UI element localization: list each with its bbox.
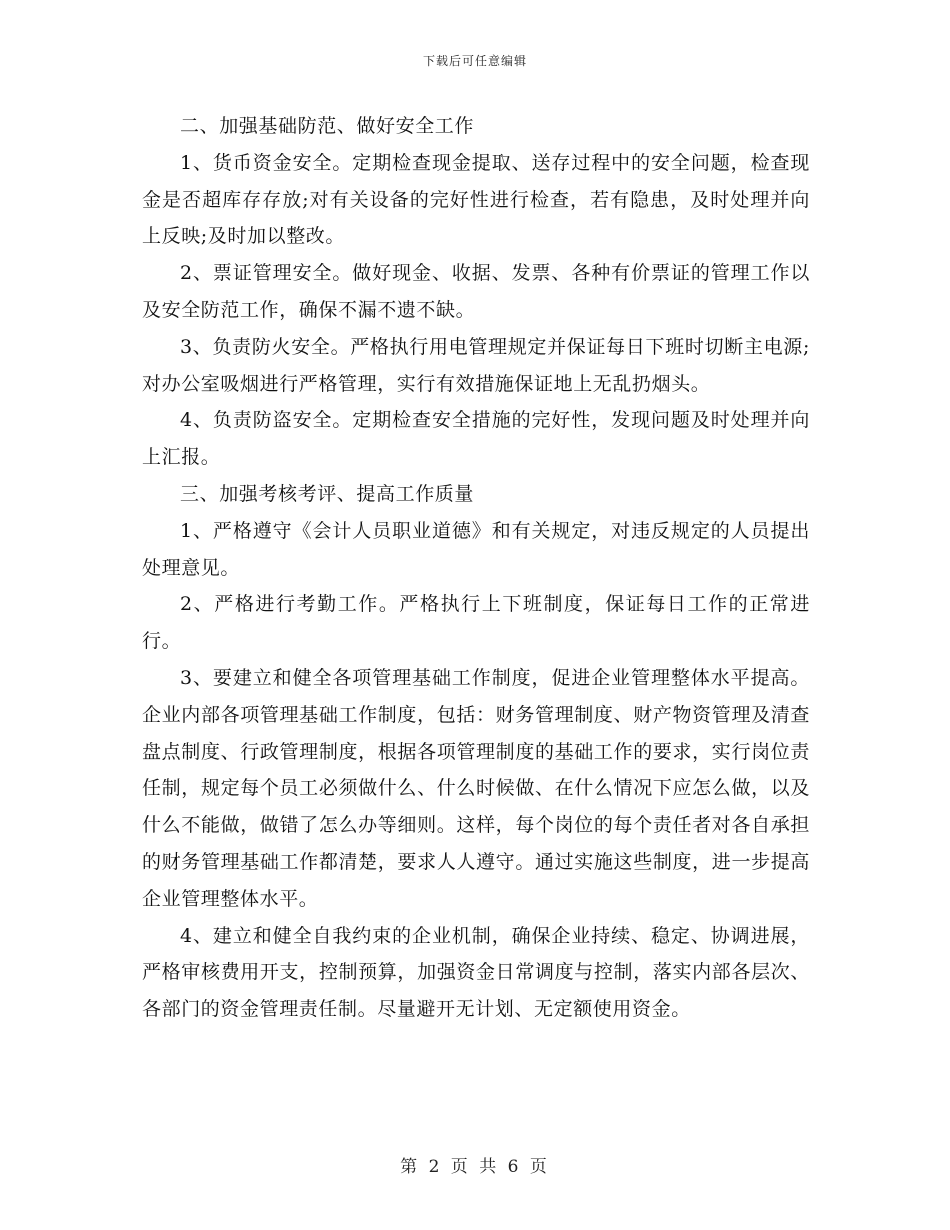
paragraph: 2、票证管理安全。做好现金、收据、发票、各种有价票证的管理工作以及安全防范工作，确保不漏不遗不缺。 bbox=[142, 262, 810, 321]
section-heading-3: 三、加强考核考评、提高工作质量 bbox=[180, 482, 475, 505]
paragraph: 3、要建立和健全各项管理基础工作制度，促进企业管理整体水平提高。企业内部各项管理基础工作制度，包括：财务管理制度、财产物资管理及清查盘点制度、行政管理制度，根据各项管理制度的基础工作的要求，实行岗位责任制，规定每个员工必须做什么、什么时候做、在什么情况下应怎么做，以及什么不能做，做错了怎么办等细则。这样，每个岗位的每个责任者对各自承担的财务管理基础工作都清楚，要求人人遵守。通过实施这些制度，进一步提高企业管理整体水平。 bbox=[142, 666, 810, 910]
page-footer: 第 2 页 共 6 页 bbox=[400, 1157, 550, 1177]
paragraph: 4、建立和健全自我约束的企业机制，确保企业持续、稳定、协调进展，严格审核费用开支，控制预算，加强资金日常调度与控制，落实内部各层次、各部门的资金管理责任制。尽量避开无计划、无定额使用资金。 bbox=[142, 924, 810, 1021]
paragraph: 1、严格遵守《会计人员职业道德》和有关规定，对违反规定的人员提出处理意见。 bbox=[142, 519, 810, 579]
section-heading-2: 二、加强基础防范、做好安全工作 bbox=[180, 115, 475, 137]
document-body bbox=[142, 108, 810, 1028]
paragraph: 4、负责防盗安全。定期检查安全措施的完好性，发现问题及时处理并向上汇报。 bbox=[142, 409, 810, 469]
paragraph: 3、负责防火安全。严格执行用电管理规定并保证每日下班时切断主电源;对办公室吸烟进行严格管理，实行有效措施保证地上无乱扔烟头。 bbox=[142, 335, 810, 395]
page-header: 下载后可任意编辑 bbox=[422, 54, 527, 68]
paragraph: 2、严格进行考勤工作。严格执行上下班制度，保证每日工作的正常进行。 bbox=[142, 593, 810, 653]
paragraph: 1、货币资金安全。定期检查现金提取、送存过程中的安全问题，检查现金是否超库存存放;对有关设备的完好性进行检查，若有隐患，及时处理并向上反映;及时加以整改。 bbox=[142, 151, 810, 248]
